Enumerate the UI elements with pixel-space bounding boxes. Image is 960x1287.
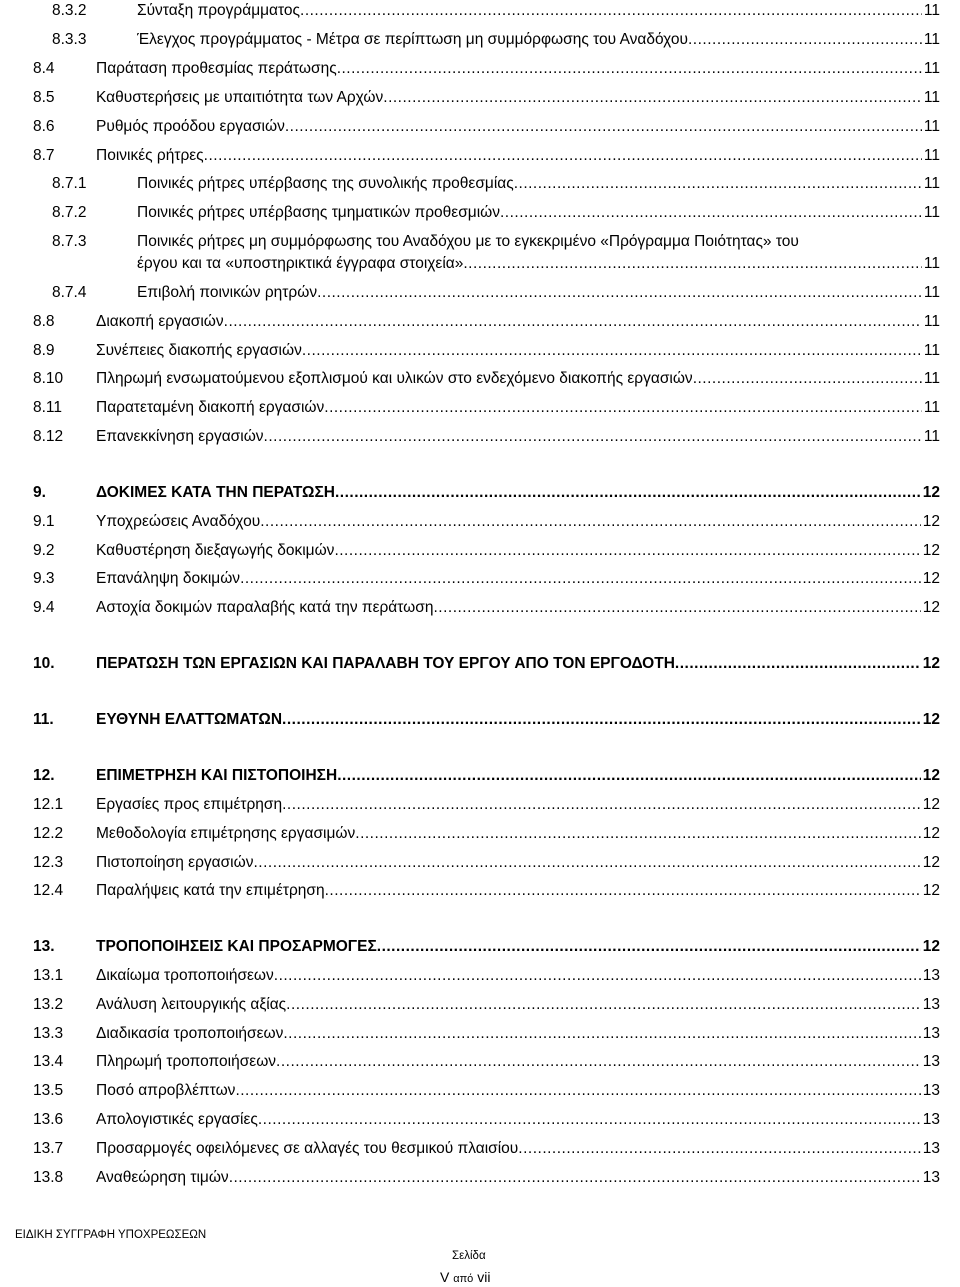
dot-leader xyxy=(693,368,922,390)
dot-leader xyxy=(334,540,920,562)
toc-entry-page: 11 xyxy=(923,175,940,192)
toc-entry[interactable] xyxy=(0,965,960,987)
toc-entry[interactable] xyxy=(0,426,960,448)
toc-entry-title: ΤΡΟΠΟΠΟΙΗΣΕΙΣ ΚΑΙ ΠΡΟΣΑΡΜΟΓΕΣ xyxy=(96,938,377,955)
toc-entry[interactable] xyxy=(0,936,960,958)
dot-leader xyxy=(355,823,920,845)
toc-entry-number: 8.8 xyxy=(33,313,55,330)
toc-entry-number: 13.4 xyxy=(33,1053,64,1070)
toc-entry-page: 11 xyxy=(923,399,940,416)
toc-entry-page: 12 xyxy=(922,938,940,955)
toc-entry-title: Ποινικές ρήτρες μη συμμόρφωσης του Αναδόχου με το εγκεκριμένο «Πρόγραμμα Ποιότητας» του xyxy=(137,233,799,250)
toc-entry-page: 11 xyxy=(923,370,940,387)
dot-leader xyxy=(224,311,922,333)
toc-entry-title: Αστοχία δοκιμών παραλαβής κατά την περάτωση xyxy=(96,599,434,616)
toc-entry-title: Επιβολή ποινικών ρητρών xyxy=(137,284,318,301)
toc-entry-title: Ρυθμός προόδου εργασιών xyxy=(96,118,285,135)
toc-entry[interactable] xyxy=(0,1080,960,1102)
toc-entry[interactable] xyxy=(0,994,960,1016)
toc-entry-title: Παραλήψεις κατά την επιμέτρηση xyxy=(96,882,325,899)
dot-leader xyxy=(264,426,922,448)
toc-entry-page: 12 xyxy=(922,484,940,501)
toc-entry-number: 13.5 xyxy=(33,1082,64,1099)
toc-entry-page: 13 xyxy=(922,996,940,1013)
toc-entry[interactable] xyxy=(0,58,960,80)
toc-entry-title: Παρατεταμένη διακοπή εργασιών xyxy=(96,399,325,416)
dot-leader xyxy=(675,653,921,675)
toc-entry-page: 12 xyxy=(922,882,940,899)
toc-entry-title: Μεθοδολογία επιμέτρησης εργασιμών xyxy=(96,825,356,842)
toc-entry[interactable] xyxy=(0,368,960,390)
dot-leader xyxy=(337,58,922,80)
toc-entry[interactable] xyxy=(0,511,960,533)
dot-leader xyxy=(514,173,922,195)
toc-entry-title: Πιστοποίηση εργασιών xyxy=(96,854,254,871)
toc-entry-page: 11 xyxy=(923,89,940,106)
toc-entry-page: 12 xyxy=(922,655,940,672)
toc-entry[interactable] xyxy=(0,1167,960,1189)
toc-entry-page: 12 xyxy=(922,570,940,587)
toc-entry-number: 8.4 xyxy=(33,60,55,77)
toc-entry[interactable] xyxy=(0,597,960,619)
toc-entry-number: 12.4 xyxy=(33,882,64,899)
toc-entry-title: Ανάλυση λειτουργικής αξίας xyxy=(96,996,287,1013)
dot-leader xyxy=(253,852,920,874)
toc-entry-number: 9. xyxy=(33,484,46,501)
toc-entry-page: 11 xyxy=(923,2,940,19)
toc-entry-number: 13.7 xyxy=(33,1140,64,1157)
toc-entry[interactable] xyxy=(0,482,960,504)
toc-entry[interactable] xyxy=(0,653,960,675)
toc-entry[interactable] xyxy=(0,1109,960,1131)
dot-leader xyxy=(276,1051,921,1073)
dot-leader xyxy=(500,202,922,224)
toc-entry-page: 13 xyxy=(922,1169,940,1186)
dot-leader xyxy=(258,1109,921,1131)
dot-leader xyxy=(463,253,922,275)
toc-entry-page: 11 xyxy=(923,147,940,164)
dot-leader xyxy=(383,87,922,109)
toc-entry-number: 8.10 xyxy=(33,370,64,387)
toc-entry-page: 11 xyxy=(923,342,940,359)
toc-entry-number: 13.8 xyxy=(33,1169,64,1186)
dot-leader xyxy=(285,116,922,138)
toc-entry-title: Ποινικές ρήτρες υπέρβασης τμηματικών προθεσμιών xyxy=(137,204,500,221)
toc-entry-title: Επανεκκίνηση εργασιών xyxy=(96,428,264,445)
toc-entry-number: 8.11 xyxy=(33,399,63,416)
toc-entry-page: 12 xyxy=(922,711,940,728)
dot-leader xyxy=(433,597,920,619)
toc-entry-title: Σύνταξη προγράμματος xyxy=(137,2,301,19)
toc-entry-title: Ποινικές ρήτρες υπέρβασης της συνολικής προθεσμίας xyxy=(137,175,514,192)
toc-entry-number: 13.1 xyxy=(33,967,64,984)
dot-leader xyxy=(282,794,921,816)
dot-leader xyxy=(377,936,921,958)
dot-leader xyxy=(283,1023,920,1045)
toc-entry[interactable] xyxy=(0,0,960,22)
toc-entry[interactable] xyxy=(0,282,960,304)
toc-entry-title: Δικαίωμα τροποποιήσεων xyxy=(96,967,274,984)
dot-leader xyxy=(337,765,921,787)
toc-entry-page: 11 xyxy=(923,118,940,135)
toc-entry-number: 13. xyxy=(33,938,55,955)
dot-leader xyxy=(317,282,922,304)
toc-entry-number: 12.2 xyxy=(33,825,64,842)
dot-leader xyxy=(302,340,922,362)
dot-leader xyxy=(518,1138,920,1160)
toc-entry-page: 11 xyxy=(923,60,940,77)
toc-entry-title: Καθυστερήσεις με υπαιτιότητα των Αρχών xyxy=(96,89,384,106)
toc-entry-page: 12 xyxy=(922,796,940,813)
toc-entry-page: 13 xyxy=(922,967,940,984)
toc-entry-number: 11. xyxy=(33,711,54,728)
dot-leader xyxy=(335,482,921,504)
toc-entry-number: 8.12 xyxy=(33,428,64,445)
toc-entry-page: 11 xyxy=(923,428,940,445)
toc-entry-number: 12. xyxy=(33,767,55,784)
toc-entry-page: 12 xyxy=(922,513,940,530)
toc-entry-title: ΠΕΡΑΤΩΣΗ ΤΩΝ ΕΡΓΑΣΙΩΝ ΚΑΙ ΠΑΡΑΛΑΒΗ ΤΟΥ ΕΡΓΟΥ ΑΠΟ ΤΟΝ ΕΡΓΟΔΟΤΗ xyxy=(96,655,675,672)
dot-leader xyxy=(229,1167,921,1189)
toc-entry[interactable] xyxy=(0,231,960,272)
toc-entry-number: 8.7.3 xyxy=(52,233,87,250)
toc-entry-number: 13.3 xyxy=(33,1025,64,1042)
toc-entry-title: Ποινικές ρήτρες xyxy=(96,147,204,164)
document-title-footer: ΕΙΔΙΚΗ ΣΥΓΓΡΑΦΗ ΥΠΟΧΡΕΩΣΕΩΝ xyxy=(15,1229,207,1241)
toc-entry-title: ΕΠΙΜΕΤΡΗΣΗ ΚΑΙ ΠΙΣΤΟΠΟΙΗΣΗ xyxy=(96,767,338,784)
toc-entry-number: 13.2 xyxy=(33,996,64,1013)
toc-entry-number: 9.3 xyxy=(33,570,55,587)
toc-entry-number: 8.5 xyxy=(33,89,55,106)
toc-entry-number: 9.1 xyxy=(33,513,55,530)
toc-entry-number: 13.6 xyxy=(33,1111,64,1128)
dot-leader xyxy=(235,1080,920,1102)
dot-leader xyxy=(286,994,921,1016)
dot-leader xyxy=(240,568,921,590)
toc-entry-page: 11 xyxy=(923,313,940,330)
toc-entry-title: Διακοπή εργασιών xyxy=(96,313,224,330)
toc-entry-page: 12 xyxy=(922,825,940,842)
toc-entry-title: Υποχρεώσεις Αναδόχου xyxy=(96,513,261,530)
toc-entry-number: 8.6 xyxy=(33,118,55,135)
toc-entry-page: 12 xyxy=(922,854,940,871)
toc-entry-number: 8.3.3 xyxy=(52,31,87,48)
dot-leader xyxy=(282,709,921,731)
page-current: V xyxy=(440,1269,450,1285)
toc-entry-title: Παράταση προθεσμίας περάτωσης xyxy=(96,60,337,77)
toc-entry-title-continuation: έργου και τα «υποστηρικτικά έγγραφα στοιχεία» xyxy=(137,255,464,272)
toc-entry-title: Πληρωμή τροποποιήσεων xyxy=(96,1053,277,1070)
toc-entry[interactable] xyxy=(0,116,960,138)
toc-entry[interactable] xyxy=(0,87,960,109)
toc-entry-number: 8.7.1 xyxy=(52,175,87,192)
toc-entry-title: Αναθεώρηση τιμών xyxy=(96,1169,229,1186)
dot-leader xyxy=(274,965,921,987)
toc-entry-page: 11 xyxy=(923,284,940,301)
toc-entry[interactable] xyxy=(0,823,960,845)
dot-leader xyxy=(688,29,922,51)
toc-entry[interactable] xyxy=(0,1051,960,1073)
toc-entry-page: 13 xyxy=(922,1082,940,1099)
toc-entry-page: 11 xyxy=(923,31,940,48)
toc-entry-title: Ποσό απροβλέπτων xyxy=(96,1082,236,1099)
toc-entry[interactable] xyxy=(0,568,960,590)
toc-entry-page: 11 xyxy=(923,204,940,221)
page-number xyxy=(440,1269,490,1285)
toc-entry[interactable] xyxy=(0,173,960,195)
toc-entry[interactable] xyxy=(0,540,960,562)
page-total: vii xyxy=(477,1269,491,1285)
toc-entry[interactable] xyxy=(0,340,960,362)
toc-entry[interactable] xyxy=(0,1138,960,1160)
toc-entry-title: Απολογιστικές εργασίες xyxy=(96,1111,258,1128)
toc-entry[interactable] xyxy=(0,1023,960,1045)
toc-entry-number: 8.7 xyxy=(33,147,55,164)
dot-leader xyxy=(300,0,922,22)
dot-leader xyxy=(260,511,921,533)
toc-entry-title: Προσαρμογές οφειλόμενες σε αλλαγές του θεσμικού πλαισίου xyxy=(96,1140,519,1157)
dot-leader xyxy=(325,880,921,902)
toc-entry[interactable] xyxy=(0,311,960,333)
toc-entry-title: ΔΟΚΙΜΕΣ ΚΑΤΑ ΤΗΝ ΠΕΡΑΤΩΣΗ xyxy=(96,484,335,501)
toc-entry[interactable] xyxy=(0,397,960,419)
toc-entry-title: Εργασίες προς επιμέτρηση xyxy=(96,796,283,813)
toc-entry[interactable] xyxy=(0,202,960,224)
toc-entry-number: 8.3.2 xyxy=(52,2,87,19)
toc-entry-title: Πληρωμή ενσωματούμενου εξοπλισμού και υλικών στο ενδεχόμενο διακοπής εργασιών xyxy=(96,370,693,387)
toc-entry[interactable] xyxy=(0,145,960,167)
toc-entry-title: Καθυστέρηση διεξαγωγής δοκιμών xyxy=(96,542,335,559)
toc-entry[interactable] xyxy=(0,852,960,874)
toc-entry-title: Έλεγχος προγράμματος - Μέτρα σε περίπτωση μη συμμόρφωσης του Αναδόχου xyxy=(137,31,688,48)
dot-leader xyxy=(204,145,922,167)
toc-entry-number: 12.3 xyxy=(33,854,64,871)
toc-entry-number: 8.7.2 xyxy=(52,204,87,221)
toc-entry-title: Συνέπειες διακοπής εργασιών xyxy=(96,342,302,359)
toc-entry-number: 8.9 xyxy=(33,342,55,359)
toc-entry-page: 13 xyxy=(922,1025,940,1042)
toc-entry-page: 12 xyxy=(922,542,940,559)
toc-entry-number: 9.4 xyxy=(33,599,55,616)
toc-entry[interactable] xyxy=(0,709,960,731)
toc-entry-number: 8.7.4 xyxy=(52,284,87,301)
page-of: από xyxy=(453,1273,474,1285)
page-label: Σελίδα xyxy=(452,1250,486,1262)
toc-entry-title: Επανάληψη δοκιμών xyxy=(96,570,241,587)
toc-entry-title: Διαδικασία τροποποιήσεων xyxy=(96,1025,284,1042)
toc-entry-number: 12.1 xyxy=(33,796,64,813)
toc-entry[interactable] xyxy=(0,29,960,51)
toc-entry[interactable] xyxy=(0,880,960,902)
toc-entry-page: 13 xyxy=(922,1111,940,1128)
toc-entry[interactable] xyxy=(0,794,960,816)
dot-leader xyxy=(324,397,922,419)
toc-entry-page: 12 xyxy=(922,599,940,616)
toc-entry-title: ΕΥΘΥΝΗ ΕΛΑΤΤΩΜΑΤΩΝ xyxy=(96,711,283,728)
toc-entry-number: 10. xyxy=(33,655,55,672)
toc-entry-page: 11 xyxy=(923,255,940,272)
toc-entry-page: 13 xyxy=(922,1053,940,1070)
toc-entry-page: 12 xyxy=(922,767,940,784)
toc-entry-number: 9.2 xyxy=(33,542,55,559)
toc-entry-page: 13 xyxy=(922,1140,940,1157)
toc-entry[interactable] xyxy=(0,765,960,787)
